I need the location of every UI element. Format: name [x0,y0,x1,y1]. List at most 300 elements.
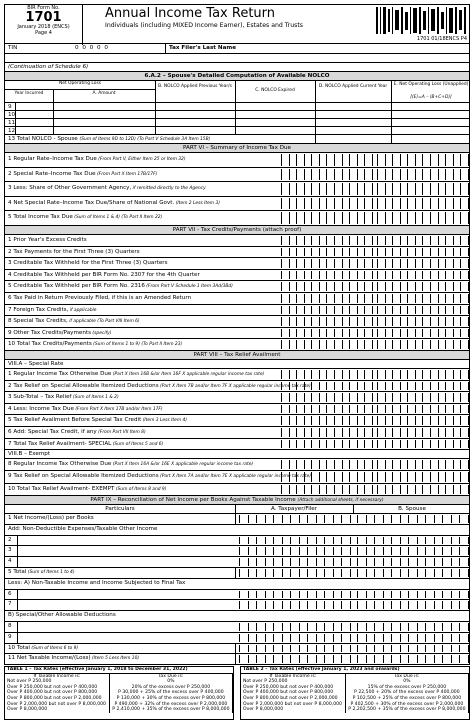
taxpayer-filer-header: A. Taxpayer/Filer [270,506,318,512]
amount-boxes[interactable] [239,591,351,599]
form-label: BIR Form No. [27,5,60,11]
row-label-text: 2 [8,536,12,543]
amount-boxes[interactable] [281,405,373,414]
tax-bracket: Over P 400,000 but not over P 800,000 [5,690,109,696]
line-item-label [8,247,140,258]
line-item-text: 2 Tax Payments for the First Three (3) Quarters [8,248,140,255]
amount-boxes[interactable] [281,460,373,469]
line-item-text: 10 Total Tax Credits/Payments [8,341,92,348]
line-item-text: 1 Regular Income Tax Otherwise Due [8,371,112,377]
tax-bracket: Over P 800,000 but not over P 2,000,000 [241,696,345,702]
row-label-text: Add: Non-Deductible Expenses/Taxable Other Income [8,525,158,532]
amount-boxes[interactable] [377,271,469,280]
tax-table-col1: If Taxable Income is: [241,674,345,680]
amount-boxes[interactable] [281,440,373,449]
tax-due: P 130,000 + 30% of the excess over P 800,000 [109,696,232,702]
line-item-note: (Item 2 Less Item 3) [174,200,220,206]
schedule6-total-row [4,135,470,144]
row-label [8,633,12,643]
reconciliation-row [4,654,470,665]
amount-boxes[interactable] [357,591,469,599]
line-item-note: (From Part V Schedule 1 Item 3Ad/3Bd) [144,284,233,290]
line-item-note: (From Part X Item 17B and/or Item 17F) [73,406,163,412]
amount-boxes[interactable] [377,428,469,437]
row-label [8,514,94,524]
amount-boxes[interactable] [239,558,351,566]
line-item-label [8,235,87,246]
amount-boxes[interactable] [281,340,373,349]
reconciliation-row [4,590,470,601]
amount-boxes[interactable] [377,393,469,402]
nol-unapplied-header: E. Net Operating Loss (Unapplied) [393,82,469,87]
line-item [4,415,470,427]
tax-table-row [241,707,469,713]
amount-boxes[interactable] [281,212,373,224]
part7-heading-text: PART VII - Tax Credits/Payments (attach proof) [172,227,302,233]
row-label [8,590,12,600]
amount-boxes[interactable] [239,623,351,631]
row-label [8,611,116,621]
schedule6-col-headers [4,81,470,103]
schedule6-heading-text: 6.A.2 – Spouse's Detailed Computation of Available NOLCO [144,73,330,79]
line-item-note: if remitted directly to the Agency [131,186,206,192]
row-label-note: (Item 5 Less Item 10) [90,656,140,662]
section-label-row [4,525,470,536]
amount-boxes[interactable] [377,282,469,291]
amount-boxes[interactable] [239,634,351,642]
tax-table-1 [4,666,234,720]
row-label-text: 10 Total [8,644,30,651]
amount-boxes[interactable] [357,558,469,566]
line-item-label [8,439,163,451]
line-item [4,316,470,328]
tax-due: 20% of the excess over P 250,000 [109,685,232,691]
line-item-note: (From Part V, Either Item 25 or Item 32) [96,157,186,162]
line-item-label [8,270,200,281]
line-item-label [8,339,182,351]
row-label-text: 6 [8,590,12,597]
form-subtitle: Individuals (including MIXED Income Earner), Estates and Trusts [105,22,304,29]
reconciliation-row [4,514,470,525]
tax-due: P 2,410,000 + 35% of the excess over P 8,000,000 [109,707,232,713]
amount-boxes[interactable] [281,154,373,166]
tax-table-row [5,696,233,702]
line-item-note: (Part X Item 7B and/or Item 7F X applicable regular income tax rate) [158,383,311,389]
form-number-box [5,5,83,45]
line-item-note: (From Part X Item 17B/17F) [95,171,158,177]
reconciliation-row [4,644,470,655]
line-item [4,439,470,451]
amount-boxes[interactable] [281,294,373,303]
tax-due: P 2,202,500 + 35% of the excess over P 8,000,000 [345,707,468,713]
tax-table-col2: Tax Due is: [345,674,468,680]
line-item-note: if applicable [68,307,97,313]
tax-due: 0% [109,679,232,685]
line-item-note: (Sum of Items 1 & 2) [71,395,119,401]
tax-due: P 490,000 + 32% of the excess over P 2,000,000 [109,702,232,708]
part7-heading [4,226,470,235]
reconciliation-row [4,633,470,644]
tax-table-2-grid [241,674,469,713]
tax-table-col1: If Taxable Income is: [5,674,109,680]
part9-heading [4,496,470,505]
amount-boxes[interactable] [281,329,373,338]
tax-bracket: Over P 400,000 but not over P 800,000 [241,690,345,696]
amount-boxes[interactable] [377,440,469,449]
amount-boxes[interactable] [239,645,351,653]
amount-boxes[interactable] [377,472,469,481]
line-item-text: 7 Foreign Tax Credits, [8,306,69,313]
reconciliation-row [4,600,470,611]
tax-bracket: Not over P 250,000 [5,679,109,685]
last-name-label: Tax Filer's Last Name [169,45,236,51]
row-label [8,536,12,546]
amount-boxes[interactable] [377,169,469,181]
amount-boxes[interactable] [281,236,373,245]
line-item-note: (Part X Item 16A &/or 16E X applicable regular income tax rate) [111,462,254,467]
line-item-label [8,381,311,393]
row-label [8,644,78,654]
row-label-text: 7 [8,601,12,608]
reconciliation-row [4,536,470,547]
line-item-text: 1 Prior Year's Excess Credits [8,237,87,243]
row-label [8,568,75,578]
tax-table-col2: Tax Due is: [109,674,232,680]
line-item [4,471,470,483]
line-item-text: 4 Less: Income Tax Due [8,405,74,412]
line-item [4,270,470,282]
line-item-label [8,484,166,495]
line-item [4,258,470,270]
line-item-text: 9 Other Tax Credits/Payments [8,329,92,336]
nolco-expired-header: C. NOLCO Expired [255,88,295,93]
amount-boxes[interactable] [239,515,351,523]
line-item-label [8,211,162,225]
line-item-note: if applicable (To Part VIII Item 6) [67,319,140,325]
line-item-note: (Sum of Items 1 & 4) (To Part II Item 22) [72,215,163,221]
line-item-label [8,369,264,381]
amount-boxes[interactable] [281,472,373,481]
line-item-label [8,168,157,182]
amount-boxes[interactable] [357,537,469,545]
nolco-applied-current-header: D. NOLCO Applied Current Year [318,84,388,89]
line-item [4,197,470,212]
line-item [4,339,470,351]
part6-heading [4,144,470,153]
row-label-text: 4 [8,558,12,565]
row-label-text: 11 Net Taxable Income/(Loss) [8,655,91,662]
line-item-text: 5 Tax Relief Availment Before Special Tax Credit [8,417,142,424]
row-label-note: (Sum of Items 1 to 4) [26,570,75,575]
amount-boxes[interactable] [377,317,469,326]
section-label-row [4,579,470,590]
line-item [4,369,470,381]
line-item-text: 8 Special Tax Credits, [8,318,68,325]
amount-boxes[interactable] [357,634,469,642]
amount-boxes[interactable] [281,317,373,326]
tin-field[interactable]: 0 0 0 0 0 [75,45,109,51]
line-item [4,404,470,416]
row-label-text: 8 [8,623,12,629]
line-item-text: 6 Add: Special Tax Credit, if any [8,429,97,435]
line-item [4,247,470,259]
part8-heading [4,351,470,360]
schedule6-row-12[interactable] [4,127,470,135]
line-item-label [8,182,206,196]
tax-due: P 102,500 + 25% of the excess over P 800,000 [345,696,468,702]
line-item [4,153,470,168]
row-label-text: Less: A) Non-Taxable Income and Income Subjected to Final Tax [8,579,186,586]
reconciliation-row [4,622,470,633]
part8-sub-b-label: VIII.B – Exempt [8,451,51,457]
amount-boxes[interactable] [281,416,373,425]
row-number: 11 [8,120,16,126]
form-number: 1701 [25,10,62,25]
line-item-label [8,316,140,328]
tax-due: 15% of the excess over P 250,000 [345,685,468,691]
schedule6-continuation [4,63,470,72]
amount-boxes[interactable] [281,169,373,181]
section-label-row [4,611,470,622]
tax-table-row [241,696,469,702]
row-number: 9 [8,104,12,110]
amount-boxes[interactable] [357,655,469,663]
line-item-note: (Part X Item 16B &/or Item 16F X applicable regular income tax rate) [111,372,265,377]
reconciliation-row [4,568,470,579]
line-item-text: 9 Tax Relief on Special Allowable Itemized Deductions [8,473,159,480]
form-page [4,4,470,720]
amount-boxes[interactable] [377,340,469,349]
nol-unapplied-formula: [(E)=A – (B+C+D)] [410,95,452,100]
line-item [4,211,470,226]
tax-due: 0% [345,679,468,685]
line-item-note: (From Part VII Item 8) [96,430,146,435]
tax-table-2 [240,666,470,720]
line-item-text: 5 Creditable Tax Withheld per BIR Form No. 2316 [8,283,145,290]
continuation-text: (Continuation of Schedule 6) [8,64,89,70]
amount-boxes[interactable] [377,329,469,338]
line-item [4,293,470,305]
tax-bracket: Over P 8,000,000 [5,707,109,713]
amount-boxes[interactable] [281,370,373,379]
amount-boxes[interactable] [281,248,373,257]
line-item-text: 6 Tax Paid in Return Previously Filed, if this is an Amended Return [8,295,192,301]
row-label [8,600,12,610]
amount-header: A. Amount [92,91,116,96]
reconciliation-row [4,546,470,557]
line-item-label [8,258,168,269]
line-item-text: 4 Creditable Tax Withheld per BIR Form No. 2307 for the 4th Quarter [8,271,200,278]
amount-boxes[interactable] [281,183,373,195]
amount-boxes[interactable] [239,569,351,577]
amount-boxes[interactable] [281,306,373,315]
last-name-field[interactable] [4,54,470,63]
part8-sub-a [4,360,470,369]
line-item-note: (specify) [91,330,112,336]
row-label [8,579,185,589]
amount-boxes[interactable] [377,212,469,224]
line-item-text: 2 Special Rate–Income Tax Due [8,170,96,177]
line-item [4,281,470,293]
line-item-label [8,281,233,293]
amount-boxes[interactable] [377,294,469,303]
line-item-label [8,153,186,167]
amount-boxes[interactable] [281,393,373,402]
form-header [4,4,470,44]
amount-boxes[interactable] [377,306,469,315]
amount-boxes[interactable] [377,405,469,414]
row-label-text: B) Special/Other Allowable Deductions [8,612,116,619]
amount-boxes[interactable] [281,259,373,268]
form-title: Annual Income Tax Return [105,6,276,21]
amount-boxes[interactable] [377,183,469,195]
line-item [4,427,470,439]
form-page-number: Page 4 [35,30,52,36]
amount-boxes[interactable] [377,248,469,257]
line-item [4,392,470,404]
amount-boxes[interactable] [377,236,469,245]
line-item-text: 7 Total Tax Relief Availment- SPECIAL [8,440,112,447]
amount-boxes[interactable] [377,370,469,379]
part8-sub-a-label: VIII.A – Special Rate [8,361,64,367]
line-item-note: (Item 3 Less Item 4) [141,418,187,424]
row-label-text: 5 Total [8,569,27,575]
line-item [4,168,470,183]
line-item [4,381,470,393]
schedule6-row-9[interactable] [4,103,470,111]
amount-boxes[interactable] [239,537,351,545]
part9-heading-text: PART IX – Reconciliation of Net Income per Books Against Taxable Income [90,497,296,503]
amount-boxes[interactable] [357,645,469,653]
line-item-note: (Sum of Items 8 and 9) [114,486,167,492]
amount-boxes[interactable] [239,655,351,663]
schedule6-row-10[interactable] [4,111,470,119]
tax-bracket: Over P 250,000 but not over P 400,000 [5,685,109,691]
amount-boxes[interactable] [239,601,351,609]
particulars-header: Particulars [105,506,135,512]
amount-boxes[interactable] [357,515,469,523]
line-item-text: 10 Total Tax Relief Availment- EXEMPT [8,485,115,492]
line-item [4,328,470,340]
tax-table-1-title: TABLE 1 – Tax Rates (effective January 1, 2018 to December 31, 2022) [5,667,233,674]
line-item [4,305,470,317]
line-item [4,235,470,247]
line-item-label [8,305,96,317]
line-item-label [8,471,311,482]
form-edition: January 2018 (ENCS) [17,24,70,30]
schedule6-row-11[interactable] [4,119,470,127]
tax-bracket: Over P 2,000,000 but not over P 8,000,000 [5,702,109,708]
amount-boxes[interactable] [377,460,469,469]
page-code: 1701 01/18ENCS P4 [416,36,467,42]
row-label [8,654,139,664]
line-item-text: 3 Sub-Total – Tax Relief [8,394,72,401]
line-item-label [8,293,191,304]
part9-col-headers [4,505,470,514]
row-label-note: (Sum of Items 6 to 9) [29,645,79,651]
line-item-label [8,392,119,404]
amount-boxes[interactable] [377,198,469,210]
row-label [8,546,12,556]
tax-bracket: Over P 800,000 but not over P 2,000,000 [5,696,109,702]
amount-boxes[interactable] [281,382,373,391]
amount-boxes[interactable] [377,154,469,166]
spouse-header: B. Spouse [398,506,426,512]
tax-due: P 22,500 + 20% of the excess over P 400,000 [345,690,468,696]
line-item-text: 5 Total Income Tax Due [8,214,73,221]
tin-row [4,44,470,54]
line-item-text: 1 Regular Rate–Income Tax Due [8,156,97,162]
amount-boxes[interactable] [357,601,469,609]
line-item [4,484,470,496]
part9-heading-note: (Attach additional sheets, if necessary) [297,498,384,503]
tax-bracket: Not over P 250,000 [241,679,345,685]
amount-boxes[interactable] [281,485,373,494]
line-item [4,182,470,197]
tax-bracket: Over P 8,000,000 [241,707,345,713]
amount-boxes[interactable] [377,485,469,494]
row-label-text: 3 [8,547,12,554]
amount-boxes[interactable] [357,547,469,555]
tax-due: P 402,500 + 30% of the excess over P 2,000,000 [345,702,468,708]
barcode-icon [375,6,467,35]
row-number: 10 [8,112,16,118]
amount-boxes[interactable] [357,569,469,577]
tax-table-1-grid [5,674,233,713]
amount-boxes[interactable] [281,282,373,291]
line-item-label [8,427,146,439]
amount-boxes[interactable] [281,198,373,210]
tin-label: TIN [8,45,18,51]
row-number: 12 [8,128,16,134]
tax-due: P 30,000 + 25% of the excess over P 400,000 [109,690,232,696]
line-item-label [8,459,253,470]
tax-table-2-title: TABLE 2 – Tax Rates (effective January 1, 2023 and onwards) [241,667,469,674]
row-label [8,557,12,567]
nol-group-header: Net Operating Loss [58,81,102,86]
year-incurred-header: Year Incurred [14,91,44,96]
line-item-label [8,404,163,416]
amount-boxes[interactable] [281,271,373,280]
amount-boxes[interactable] [377,416,469,425]
amount-boxes[interactable] [281,428,373,437]
row-label [8,525,157,535]
row-label-text: 9 [8,633,12,640]
line-item-note: (Sum of Items 5 and 6) [111,441,164,447]
line-item-note: (Sum of Items 1 to 9) (To Part II Item 23) [91,342,183,348]
amount-boxes[interactable] [377,382,469,391]
tax-bracket: Over P 2,000,000 but not over P 8,000,000 [241,702,345,708]
schedule6-heading [4,72,470,81]
amount-boxes[interactable] [357,623,469,631]
amount-boxes[interactable] [377,259,469,268]
line-item-label [8,415,187,427]
line-item-text: 2 Tax Relief on Special Allowable Itemized Deductions [8,382,159,389]
tax-table-row [5,707,233,713]
line-item-text: 4 Net Special Rate–Income Tax Due/Share of National Govt. [8,199,175,206]
amount-boxes[interactable] [239,547,351,555]
line-item-label [8,328,111,340]
line-item-text: 8 Regular Income Tax Otherwise Due [8,461,112,467]
line-item-text: 3 Creditable Tax Withheld for the First Three (3) Quarters [8,260,168,267]
line-item-label [8,197,220,211]
part6-heading-text: PART VI – Summary of Income Tax Due [183,145,291,151]
part8-heading-text: PART VIII – Tax Relief Availment [193,352,281,358]
tax-bracket: Over P 250,000 but not over P 400,000 [241,685,345,691]
total-nolco-label: 13 Total NOLCO - Spouse (Sum of Items 9D to 12D) (To Part V Schedule 3A Item 15B) [8,136,211,142]
row-label-text: 1 Net Income/(Loss) per Books [8,515,94,521]
line-item [4,459,470,471]
